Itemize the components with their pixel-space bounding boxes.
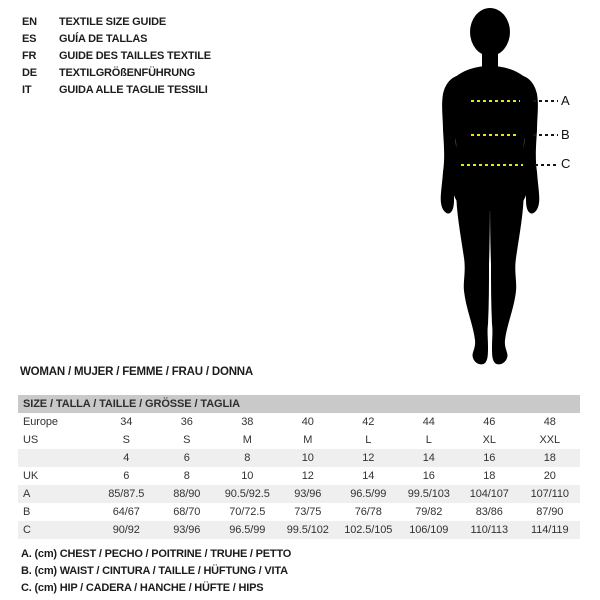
table-cell: 34 — [120, 416, 133, 428]
table-cell: XL — [482, 434, 496, 446]
hip-measure-label: C — [561, 156, 571, 171]
table-cell: 73/75 — [294, 506, 322, 518]
row-label: C — [23, 524, 31, 536]
table-row-hip-c — [18, 521, 580, 539]
row-label — [18, 449, 96, 467]
hip-connector-dash — [535, 164, 558, 166]
table-row-us — [18, 431, 580, 449]
table-cell: 102.5/105 — [344, 524, 393, 536]
table-cell: 79/82 — [415, 506, 443, 518]
table-cell: 14 — [422, 452, 435, 464]
language-code: DE — [22, 66, 37, 79]
table-cell: M — [242, 434, 252, 446]
table-cell: 93/96 — [173, 524, 201, 536]
table-cell: 40 — [301, 416, 314, 428]
table-cell: XXL — [539, 434, 560, 446]
table-cell: L — [425, 434, 432, 446]
chest-measure-label: A — [561, 93, 570, 108]
table-cell: 6 — [123, 470, 130, 482]
language-row-es — [22, 30, 211, 47]
table-cell: 4 — [123, 452, 130, 464]
chest-connector-dash — [533, 100, 558, 102]
table-cell: 16 — [483, 452, 496, 464]
table-cell: 106/109 — [409, 524, 449, 536]
table-cell: 110/113 — [470, 524, 508, 536]
waist-measure-label: B — [561, 127, 570, 142]
table-row-europe — [18, 413, 580, 431]
table-cell: 36 — [180, 416, 193, 428]
silhouette-left-leg — [456, 176, 490, 364]
legend-line-hip: C. (cm) HIP / CADERA / HANCHE / HÜFTE / HIPS — [21, 582, 264, 594]
table-cell: 10 — [241, 470, 254, 482]
silhouette-right-leg — [490, 176, 524, 364]
language-code: IT — [22, 83, 32, 96]
legend-line-waist: B. (cm) WAIST / CINTURA / TAILLE / HÜFTUNG / VITA — [21, 565, 288, 577]
language-title: GUÍA DE TALLAS — [59, 32, 148, 45]
table-cell: S — [183, 434, 191, 446]
row-label: B — [23, 506, 31, 518]
waist-measure-dash — [471, 134, 517, 136]
measurement-legend — [21, 546, 291, 597]
table-cell: 48 — [543, 416, 556, 428]
table-cell: 12 — [362, 452, 375, 464]
language-row-fr — [22, 47, 211, 64]
language-row-it — [22, 81, 211, 98]
chest-measure-dash — [471, 100, 520, 102]
table-cell: 83/86 — [475, 506, 503, 518]
table-row-us-numeric — [18, 449, 580, 467]
table-cell: 85/87.5 — [108, 488, 145, 500]
table-cell: 6 — [183, 452, 190, 464]
table-cell: 16 — [422, 470, 435, 482]
table-row-chest-a — [18, 485, 580, 503]
size-table — [18, 395, 580, 539]
table-cell: 68/70 — [173, 506, 201, 518]
table-cell: 44 — [422, 416, 435, 428]
table-cell: 14 — [362, 470, 375, 482]
table-cell: 107/110 — [530, 488, 569, 500]
language-code: FR — [22, 49, 37, 62]
table-cell: 93/96 — [294, 488, 322, 500]
table-cell: 46 — [483, 416, 496, 428]
table-cell: 99.5/103 — [407, 488, 450, 500]
table-cell: 18 — [543, 452, 556, 464]
legend-line-chest: A. (cm) CHEST / PECHO / POITRINE / TRUHE / PETTO — [21, 548, 292, 560]
language-title: TEXTILE SIZE GUIDE — [59, 15, 167, 28]
table-cell: 96.5/99 — [350, 488, 387, 500]
table-cell: 87/90 — [536, 506, 564, 518]
table-cell: 20 — [543, 470, 556, 482]
table-cell: 70/72.5 — [229, 506, 266, 518]
language-row-en — [22, 13, 211, 30]
row-label: UK — [23, 470, 39, 482]
language-title: GUIDA ALLE TAGLIE TESSILI — [59, 83, 208, 96]
table-cell: 8 — [244, 452, 251, 464]
table-cell: 90.5/92.5 — [224, 488, 270, 500]
waist-connector-dash — [533, 134, 558, 136]
language-title: GUIDE DES TAILLES TEXTILE — [59, 49, 211, 62]
language-code: EN — [22, 15, 37, 28]
table-row-waist-b — [18, 503, 580, 521]
table-cell: M — [303, 434, 313, 446]
table-row-uk — [18, 467, 580, 485]
size-table-header: SIZE / TALLA / TAILLE / GRÖSSE / TAGLIA — [18, 395, 580, 413]
row-label: A — [23, 488, 31, 500]
row-label: Europe — [23, 416, 58, 428]
table-cell: 10 — [301, 452, 314, 464]
hip-measure-dash — [461, 164, 523, 166]
row-label: US — [23, 434, 39, 446]
table-cell: 114/119 — [531, 524, 569, 536]
table-cell: 8 — [183, 470, 190, 482]
table-cell: 104/107 — [469, 488, 509, 500]
table-cell: S — [122, 434, 130, 446]
table-cell: 18 — [483, 470, 496, 482]
woman-silhouette-figure — [426, 6, 558, 366]
table-cell: 38 — [241, 416, 254, 428]
table-cell: 64/67 — [112, 506, 140, 518]
table-cell: L — [365, 434, 372, 446]
table-cell: 42 — [362, 416, 375, 428]
table-cell: 90/92 — [112, 524, 140, 536]
table-cell: 96.5/99 — [229, 524, 266, 536]
table-cell: 88/90 — [173, 488, 201, 500]
table-cell: 99.5/102 — [286, 524, 329, 536]
table-cell: 12 — [301, 470, 314, 482]
language-title: TEXTILGRÖßENFÜHRUNG — [59, 66, 196, 79]
language-row-de — [22, 64, 211, 81]
section-title-woman: WOMAN / MUJER / FEMME / FRAU / DONNA — [20, 366, 254, 378]
woman-silhouette — [426, 6, 558, 366]
table-cell: 76/78 — [354, 506, 382, 518]
language-title-list — [22, 13, 211, 98]
language-code: ES — [22, 32, 37, 45]
